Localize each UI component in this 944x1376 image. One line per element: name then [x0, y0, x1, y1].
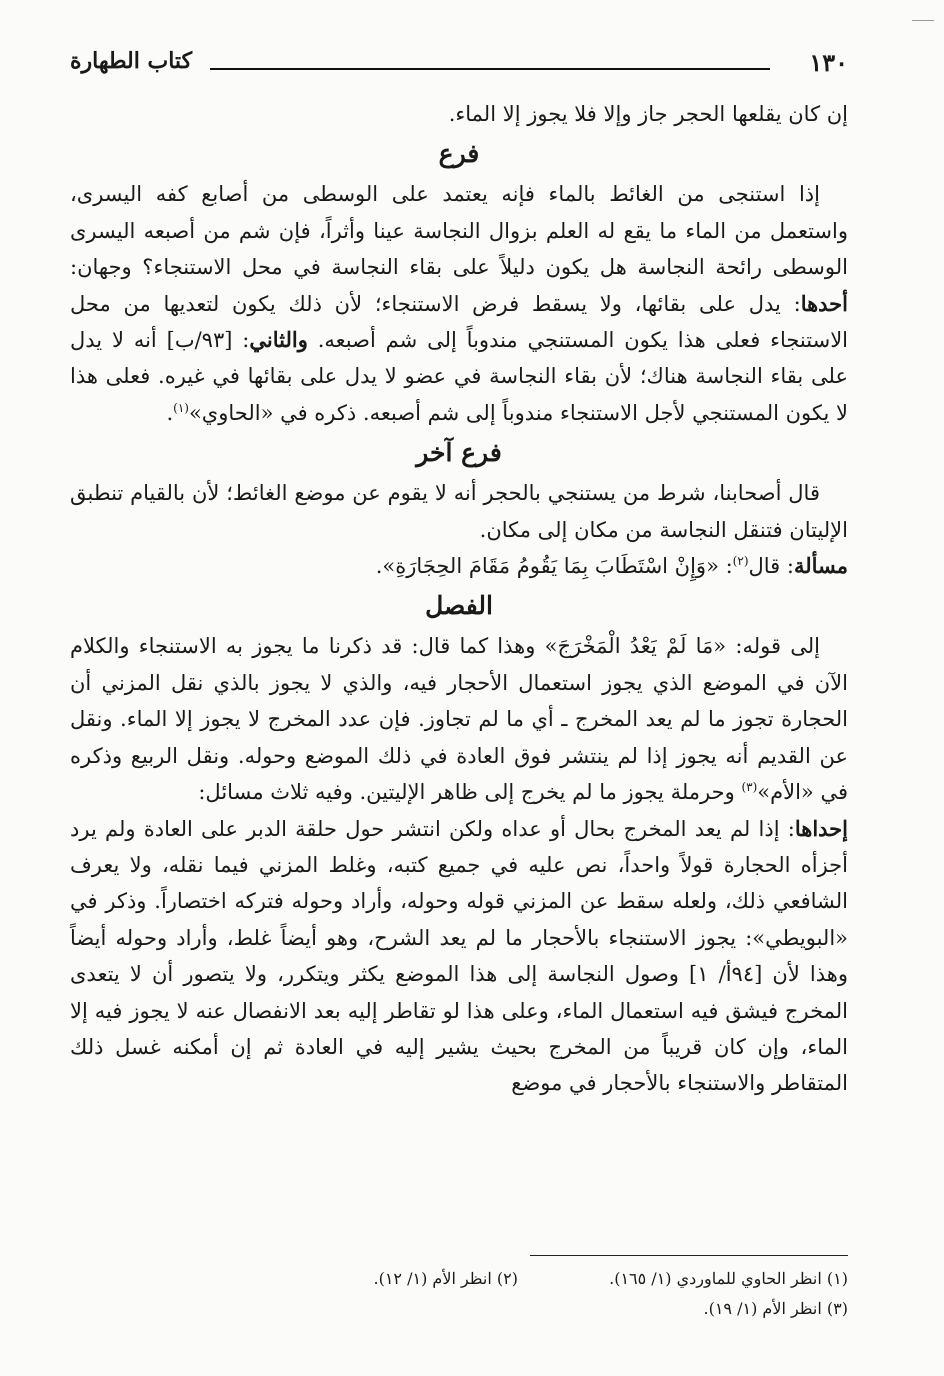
section-heading: الفصل	[425, 591, 493, 621]
footnote-row	[70, 1264, 848, 1294]
paragraph: إن كان يقلعها الحجر جاز وإلا فلا يجوز إلا الماء.	[448, 102, 848, 126]
footnote-rule	[530, 1255, 848, 1256]
paragraph	[70, 628, 848, 810]
section-heading: فرع	[438, 139, 480, 169]
header-rule	[210, 68, 770, 70]
text: : إذا لم يعد المخرج بحال أو عداه ولكن انتشر حول حلقة الدبر على العادة ولم يرد أجزأه الحجارة قولاً واحداً، نص عليه في جميع كتبه، وغلط المزني فيما نقله، ولا يعرف الشافعي ذلك، ولعله سقط عن المزني قوله وحوله، وأراد وحوله فتركه اختصاراً. وذكر في «البويطي»: يجوز الاستنجاء بالأحجار ما لم يعد الشرح، وهو أيضاً غلط، وأراد وحوله أيضاً وهذا لأن [٩٤أ/ ١] وصول النجاسة إلى هذا الموضع يكثر ويتكرر، ولا يتصور أن لا يتعدى المخرج فيشق فيه استعمال الماء، وعلى هذا لو تقاطر إليه بعد الانفصال عنه لا يجوز فيه إلا الماء، وإن كان قريباً من المخرج بحيث يشير إليه في العادة ثم إن أمكنه غسل ذلك المتقاطر والاستنجاء بالأحجار في موضع	[70, 816, 849, 1096]
text: إلى قوله: «مَا لَمْ يَعْدُ الْمَخْرَجَ» وهذا كما قال: قد ذكرنا ما يجوز به الاستنجاء والكلام الآن في الموضع الذي يجوز استعمال الأحجار فيه، والذي لا يجوز بالذي نقل المزني أن الحجارة تجوز ما لم يعد المخرج ـ أي ما لم تجاوز. فإن عدد المخرج لا يجوز إلا الماء. ونقل عن القديم أنه يجوز إذا لم ينتشر فوق العادة في ذلك الموضع وحوله. ونقل الربيع وذكره في «الأم»	[70, 634, 848, 805]
text: : [٩٣/ب] أنه لا يدل على بقاء النجاسة هناك؛ لأن بقاء النجاسة في عضو لا يدل على بقائها في غيره. فعلى هذا لا يكون المستنجي لأجل الاستنجاء مندوباً إلى شم أصبعه. ذكره في «الحاوي»	[70, 328, 848, 425]
paragraph	[70, 176, 848, 431]
footnote-ref[interactable]: (٣)	[741, 780, 758, 795]
section-heading: فرع آخر	[416, 438, 502, 468]
paragraph	[70, 548, 848, 584]
footnote-ref[interactable]: (١)	[173, 400, 189, 415]
footnotes	[70, 1264, 848, 1324]
main-text	[70, 96, 848, 1102]
running-header	[70, 46, 848, 82]
footnote-3: (٣) انظر الأم (١/ ١٩).	[703, 1299, 848, 1318]
footnote-1: (١) انظر الحاوي للماوردي (١/ ١٦٥).	[609, 1269, 848, 1288]
text: .	[166, 400, 174, 425]
paragraph	[70, 811, 848, 1102]
footnote-ref[interactable]: (٢)	[732, 554, 749, 569]
bold-term: والثاني	[249, 327, 308, 353]
bold-term: مسألة	[793, 553, 848, 579]
text: : قال	[748, 554, 794, 579]
corner-mark	[912, 20, 934, 21]
footnote-2: (٢) انظر الأم (١/ ١٢).	[373, 1269, 518, 1288]
book-title: كتاب الطهارة	[70, 48, 193, 74]
text: : «وَإِنْ اسْتَطَابَ بِمَا يَقُومُ مَقَامَ الحِجَارَةِ».	[375, 554, 733, 579]
footnote-row	[70, 1294, 848, 1324]
page-number: ١٣٠	[809, 48, 848, 77]
bold-term: أحدها	[800, 290, 848, 316]
text: : يدل على بقائها، ولا يسقط فرض الاستنجاء؛ لأن ذلك يكون لتعديها من محل الاستنجاء فعلى هذا يكون المستنجي مندوباً إلى شم أصبعه.	[70, 291, 848, 353]
text: وحرملة يجوز ما لم يخرج إلى ظاهر الإليتين. وفيه ثلاث مسائل:	[198, 780, 742, 805]
text: إذا استنجى من الغائط بالماء فإنه يعتمد على الوسطى من أصابع كفه اليسرى، واستعمل من الماء ما يقع له العلم بزوال النجاسة عينا وأثراً، فإن شم من أصبعه اليسرى الوسطى رائحة النجاسة هل يكون دليلاً على بقاء النجاسة في محل الاستنجاء؟ وجهان:	[70, 182, 848, 280]
bold-term: إحداها	[794, 815, 848, 841]
paragraph: قال أصحابنا، شرط من يستنجي بالحجر أنه لا يقوم عن موضع الغائط؛ لأن بالقيام تنطبق الإليتان فتنقل النجاسة من مكان إلى مكان.	[70, 481, 848, 542]
